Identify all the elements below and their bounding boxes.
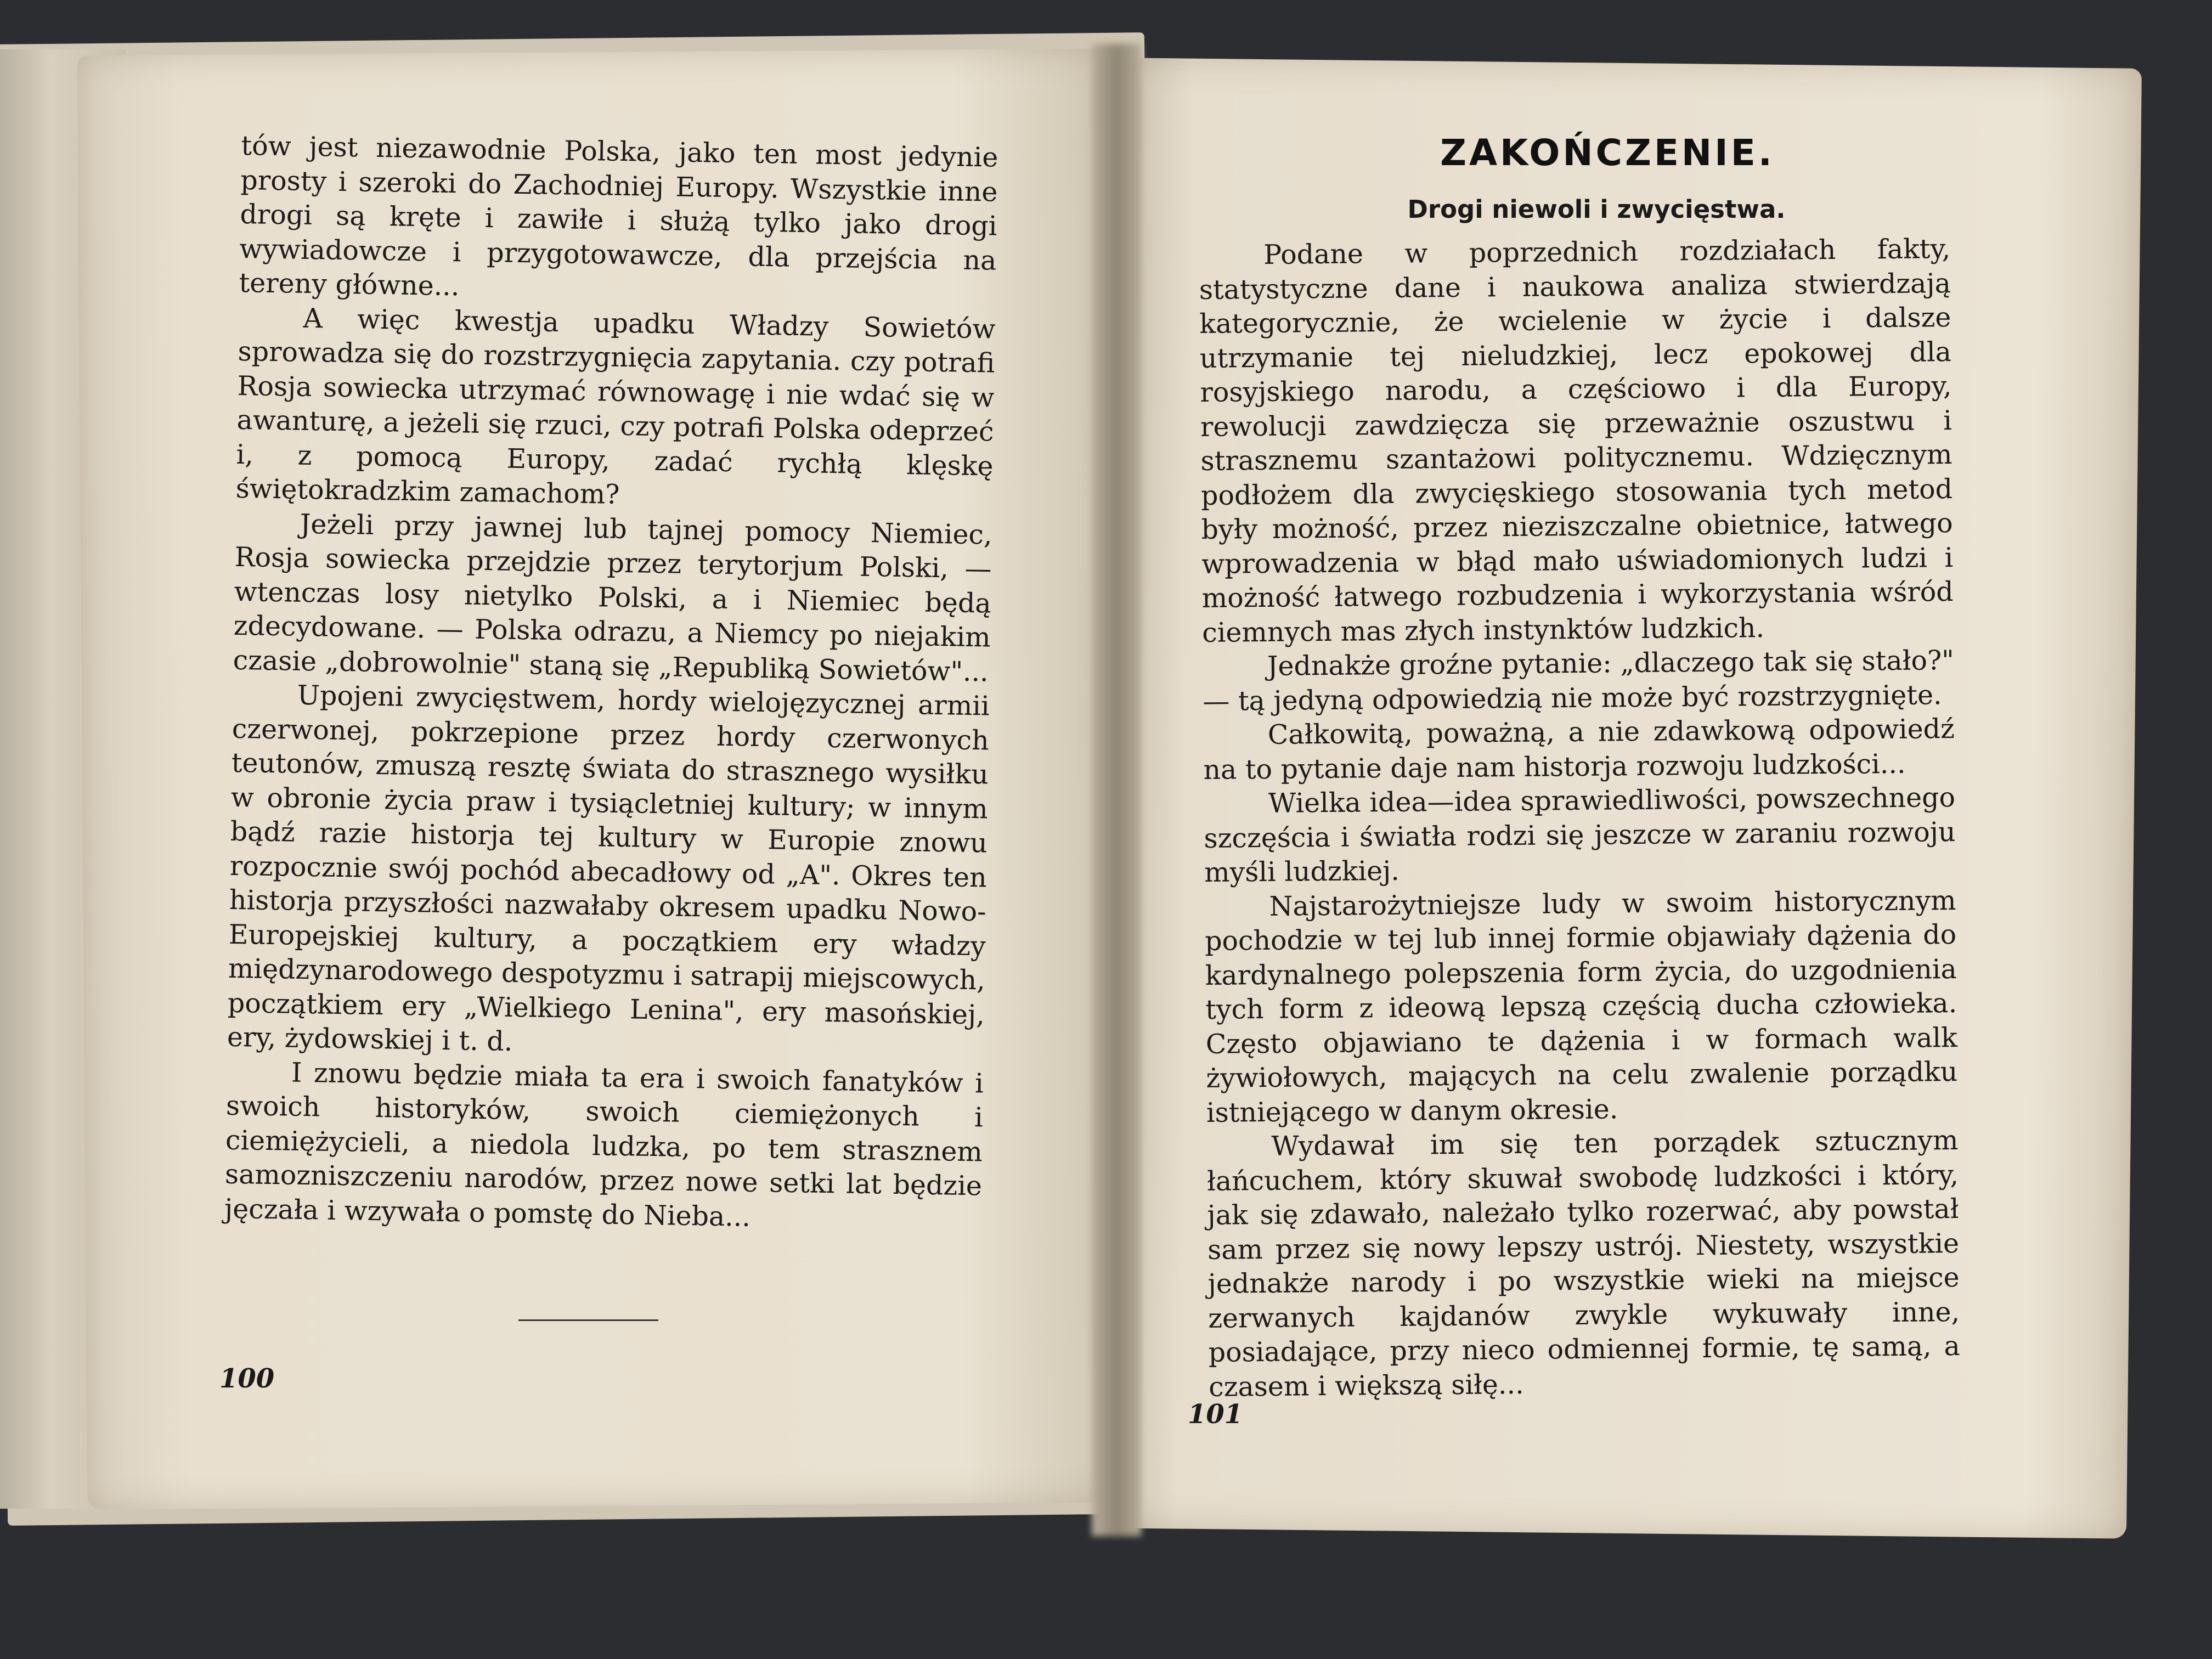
section-title: Drogi niewoli i zwycięstwa.	[1407, 195, 1786, 224]
right-paragraph-6: Wydawał im się ten porządek sztucznym łańcuchem, który skuwał swobodę ludzkości i który, jak się zdawało, należało tylko rozerwać, aby powstał sam przez się nowy lepszy ustrój. Niestety, wszystkie jednakże narody i po wszystkie wieki na miejsce zerwanych kajdanów zwykle wykuwały inne, posiadające, przy nieco odmiennej formie, tę samą, a czasem i większą siłę...	[1206, 1124, 1960, 1403]
left-paragraph-2: A więc kwestja upadku Władzy Sowietów sprowadza się do rozstrzygnięcia zapytania. czy potrafi Rosja sowiecka utrzymać równowagę i nie wdać się w awanturę, a jeżeli się rzuci, czy potrafi Polska odeprzeć i, z pomocą Europy, zadać rychłą klęskę świętokradzkim zamachom?	[235, 302, 996, 510]
right-page-text	[1199, 232, 1960, 1404]
book-gutter	[1092, 44, 1141, 1536]
right-paragraph-2: Jednakże groźne pytanie: „dlaczego tak się stało?" — tą jedyną odpowiedzią nie może być rozstrzygnięte.	[1203, 645, 1955, 717]
right-paragraph-1: Podane w poprzednich rozdziałach fakty, statystyczne dane i naukowa analiza stwierdzają kategorycznie, że wcielenie w życie i dalsze utrzymanie tej nieludzkiej, lecz epokowej dla rosyjskiego narodu, a częściowo i dla Europy, rewolucji zawdzięcza się przeważnie oszustwu i strasznemu szantażowi politycznemu. Wdzięcznym podłożem dla zwycięskiego stosowania tych metod były możność, przez nieziszczalne obietnice, łatwego wprowadzenia w błąd mało uświadomionych ludzi i możność łatwego rozbudzenia i wykorzystania wśród ciemnych mas złych instynktów ludzkich.	[1199, 233, 1954, 648]
right-paragraph-4: Wielka idea—idea sprawiedliwości, powszechnego szczęścia i światła rodzi się jeszcze w zaraniu rozwoju myśli ludzkiej.	[1204, 782, 1956, 888]
left-page-number: 100	[219, 1363, 275, 1394]
left-paragraph-3: Jeżeli przy jawnej lub tajnej pomocy Niemiec, Rosja sowiecka przejdzie przez terytorjum Polski, — wtenczas losy nietylko Polski, a i Niemiec będą zdecydowane. — Polska odrazu, a Niemcy po niejakim czasie „dobrowolnie" staną się „Republiką Sowietów"...	[233, 508, 992, 688]
chapter-title: ZAKOŃCZENIE.	[1440, 132, 1775, 174]
right-page-number: 101	[1188, 1399, 1243, 1430]
left-paragraph-1: tów jest niezawodnie Polska, jako ten most jedynie prosty i szeroki do Zachodniej Europy. Wszystkie inne drogi są kręte i zawiłe i służą tylko jako drogi wywiadowcze i przygotowawcze, dla przejścia na tereny główne...	[239, 129, 998, 302]
right-paragraph-5: Najstarożytniejsze ludy w swoim historycznym pochodzie w tej lub innej formie objawiały dążenia do kardynalnego polepszenia form życia, do uzgodnienia tych form z ideową lepszą częścią ducha człowieka. Często objawiano te dążenia i w formach walk żywiołowych, mających na celu zwalenie porządku istniejącego w danym okresie.	[1204, 884, 1958, 1128]
left-paragraph-4: Upojeni zwycięstwem, hordy wielojęzycznej armii czerwonej, pokrzepione przez hordy czerwonych teutonów, zmuszą resztę świata do strasznego wysiłku w obronie życia praw i tysiącletniej kultury; w innym bądź razie historja tej kultury w Europie znowu rozpocznie swój pochód abecadłowy od „A". Okres ten historja przyszłości nazwałaby okresem upadku Nowo-Europejskiej kultury, a początkiem ery władzy międzynarodowego despotyzmu i satrapij miejscowych, początkiem ery „Wielkiego Lenina", ery masońskiej, ery, żydowskiej i t. d.	[227, 679, 990, 1057]
left-page-text	[224, 129, 998, 1238]
section-end-rule	[518, 1319, 658, 1321]
right-paragraph-3: Całkowitą, poważną, a nie zdawkową odpowiedź na to pytanie daje nam historja rozwoju ludzkości...	[1203, 713, 1955, 786]
left-paragraph-5: I znowu będzie miała ta era i swoich fanatyków i swoich historyków, swoich ciemiężonych i ciemiężycieli, a niedola ludzka, po tem strasznem samozniszczeniu narodów, przez nowe setki lat będzie jęczała i wzywała o pomstę do Nieba...	[224, 1057, 984, 1233]
